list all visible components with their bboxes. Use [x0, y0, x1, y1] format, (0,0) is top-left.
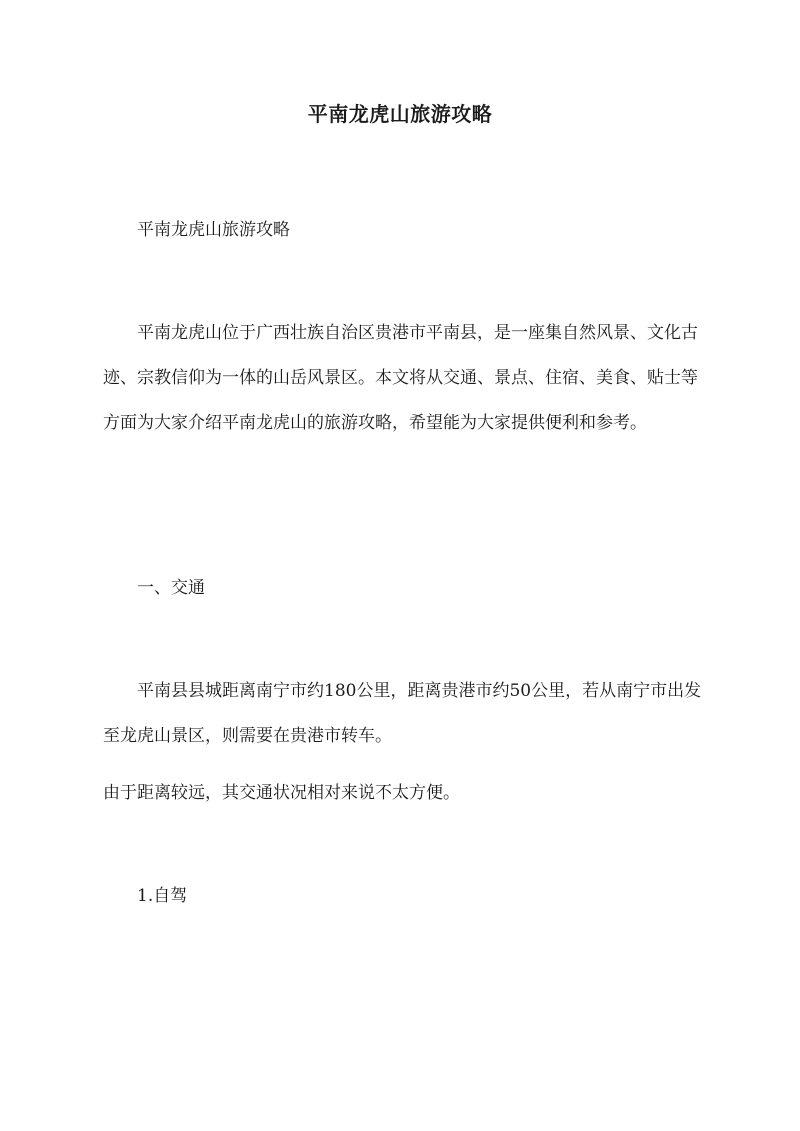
section-heading-traffic: 一、交通: [137, 578, 205, 598]
subsection-heading-self-drive: 1.自驾: [137, 886, 188, 906]
document-title: 平南龙虎山旅游攻略: [307, 102, 493, 126]
intro-paragraph: 平南龙虎山位于广西壮族自治区贵港市平南县，是一座集自然风景、文化古迹、宗教信仰为一体的山岳风景区。本文将从交通、景点、住宿、美食、贴士等方面为大家介绍平南龙虎山的旅游攻略，希望能为大家提供便利和参考。: [103, 323, 698, 433]
subtitle-paragraph: 平南龙虎山旅游攻略: [137, 220, 290, 240]
traffic-paragraph: 平南县县城距离南宁市约180公里，距离贵港市约50公里，若从南宁市出发至龙虎山景区，则需要在贵港市转车。: [103, 681, 702, 746]
traffic-note-paragraph: 由于距离较远，其交通状况相对来说不太方便。: [103, 783, 460, 803]
